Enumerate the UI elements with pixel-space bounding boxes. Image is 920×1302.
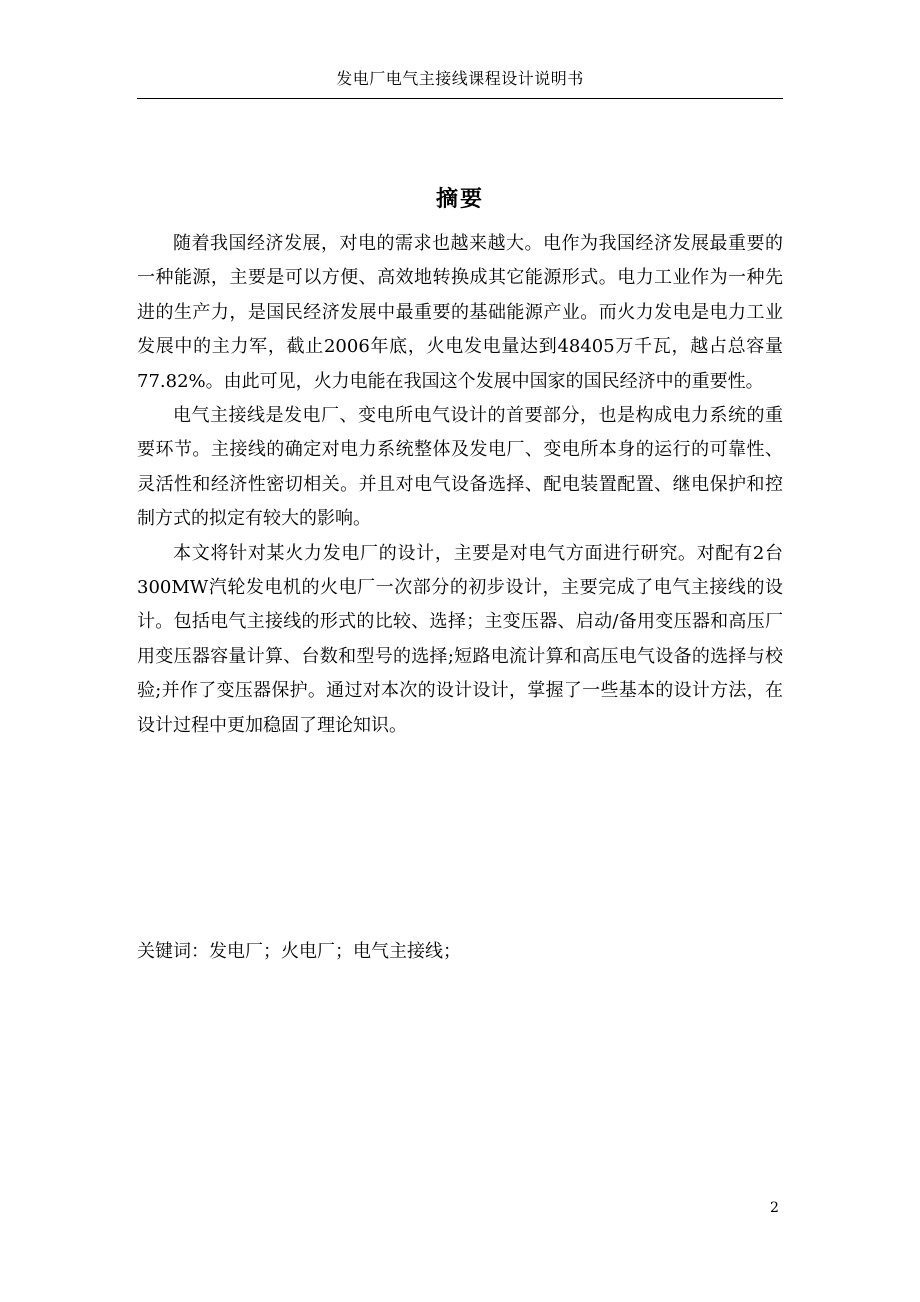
page-number: 2 [770, 1200, 779, 1216]
abstract-paragraph: 电气主接线是发电厂、变电所电气设计的首要部分，也是构成电力系统的重要环节。主接线的确定对电力系统整体及发电厂、变电所本身的运行的可靠性、灵活性和经济性密切相关。并且对电气设备选择、配电装置配置、继电保护和控制方式的拟定有较大的影响。 [137, 405, 783, 530]
keywords-line: 关键词：发电厂；火电厂；电气主接线； [137, 941, 461, 962]
abstract-paragraph: 本文将针对某火力发电厂的设计，主要是对电气方面进行研究。对配有2台300MW汽轮发电机的火电厂一次部分的初步设计，主要完成了电气主接线的设计。包括电气主接线的形式的比较、选择；主变压器、启动/备用变压器和高压厂用变压器容量计算、台数和型号的选择;短路电流计算和高压电气设备的选择与校验;并作了变压器保护。通过对本次的设计设计，掌握了一些基本的设计方法，在设计过程中更加稳固了理论知识。 [137, 542, 783, 736]
abstract-body [137, 227, 783, 743]
page-header: 发电厂电气主接线课程设计说明书 [336, 69, 584, 88]
header-rule [137, 98, 783, 99]
abstract-title: 摘要 [435, 186, 484, 212]
abstract-paragraph: 随着我国经济发展，对电的需求也越来越大。电作为我国经济发展最重要的一种能源，主要是可以方便、高效地转换成其它能源形式。电力工业作为一种先进的生产力，是国民经济发展中最重要的基础能源产业。而火力发电是电力工业发展中的主力军，截止2006年底，火电发电量达到48405万千瓦，越占总容量77.82%。由此可见，火力电能在我国这个发展中国家的国民经济中的重要性。 [137, 233, 783, 392]
